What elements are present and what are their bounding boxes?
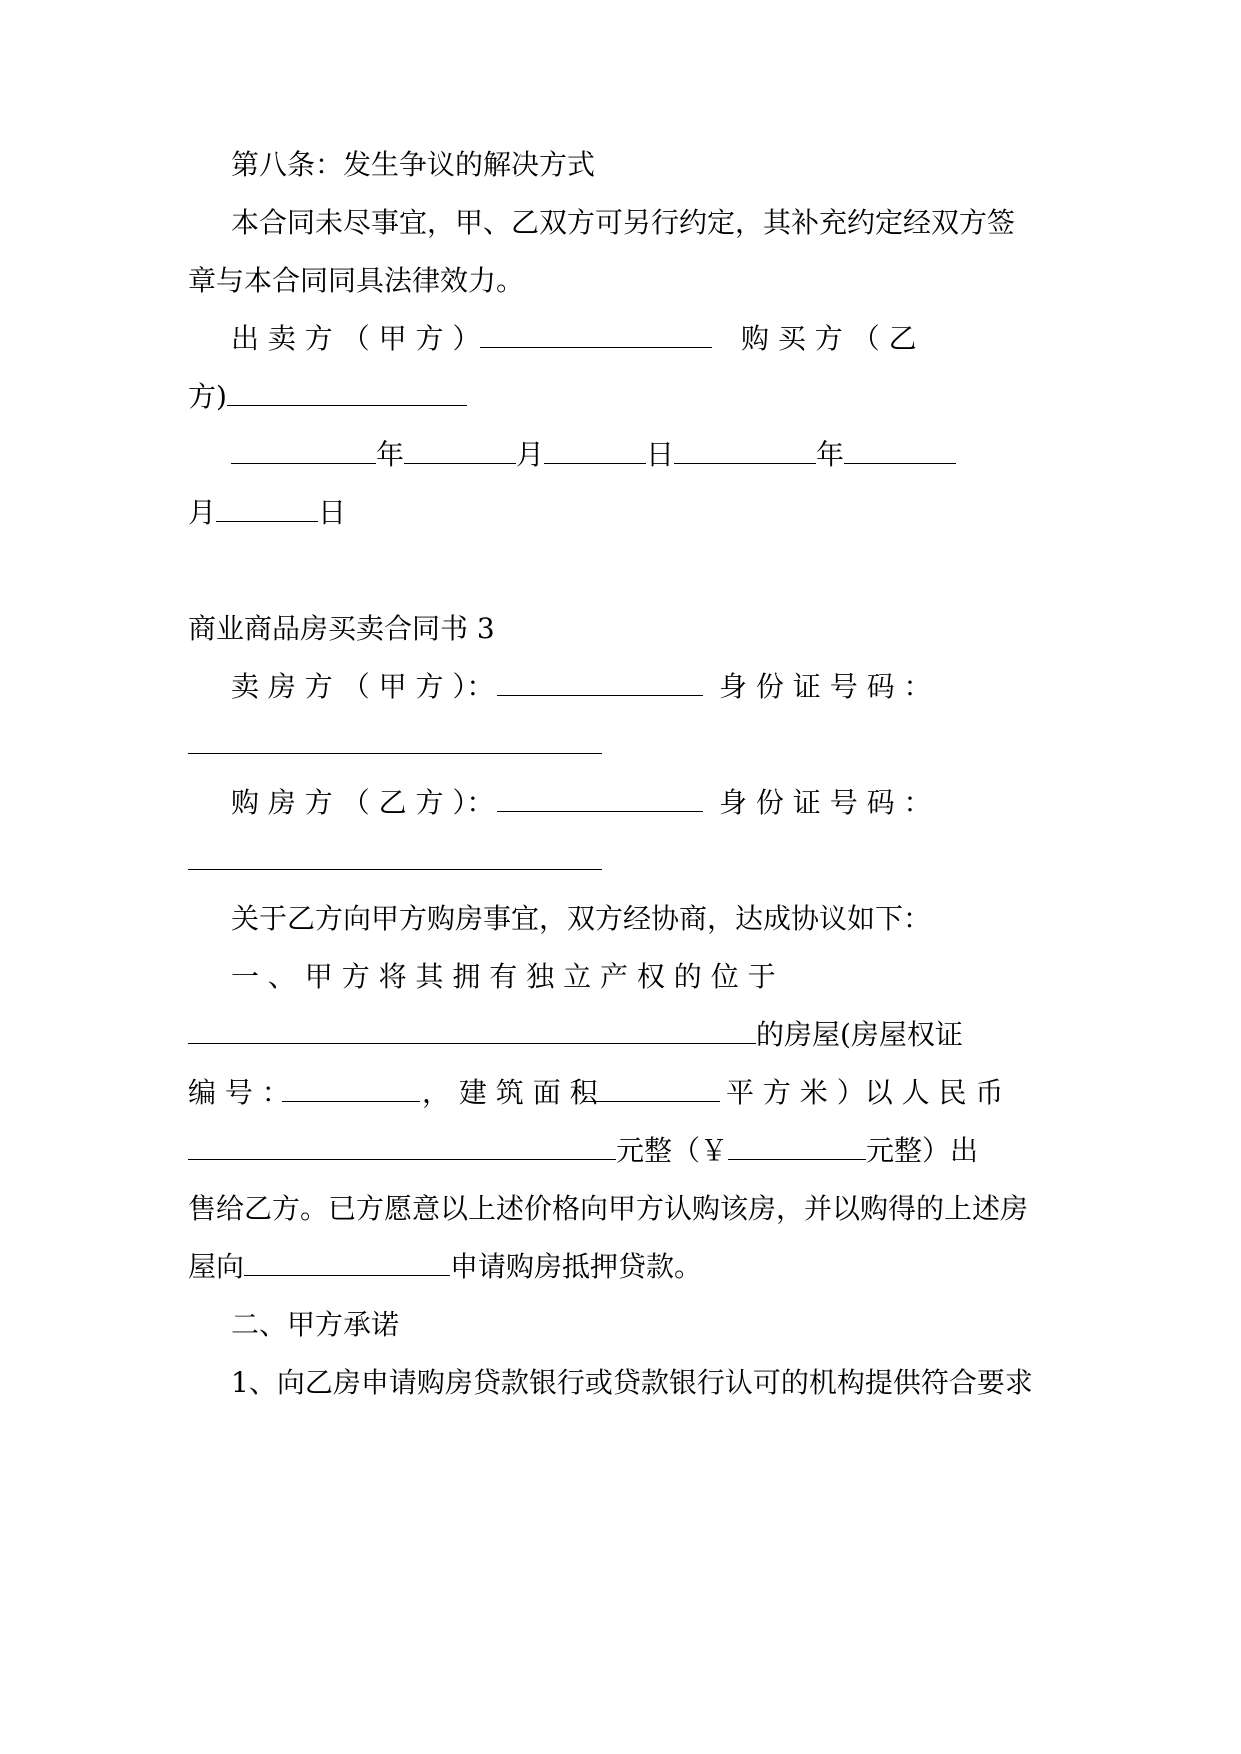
cert-number-label: 编 号 ： [188,1076,290,1109]
buyer-id-blank [188,845,602,870]
seller-id-label: 身 份 证 号 码 ： [719,670,932,703]
section-2-heading: 二、甲方承诺 [231,1308,400,1341]
seller-signature-blank [480,323,712,348]
bank-blank [244,1251,450,1276]
date-line [231,435,1058,475]
seller-id-line [188,725,1058,765]
house-to-label: 屋向 [188,1250,245,1283]
buyer-label-cont: 方) [188,380,227,413]
area-blank [582,1077,720,1102]
buyer-line [231,783,1058,823]
day-blank [544,439,646,464]
cert-number-blank [282,1077,420,1102]
day-blank-2 [216,497,318,522]
buyer-party-label: 购 房 方 （ 乙 方 ）： [231,786,495,819]
buyer-id-line [188,841,1058,881]
item-1-area-line [188,1073,1058,1113]
price-words-blank [188,1135,616,1160]
seller-label: 出 卖 方 （ 甲 方 ） [231,322,481,355]
month-blank [404,439,516,464]
price-number-blank [728,1135,866,1160]
section-2-item-1: 1、向乙房申请购房贷款银行或贷款银行认可的机构提供符合要求 [231,1366,1033,1399]
location-blank [188,1019,756,1044]
yuan-label-2: 元整）出 [866,1134,979,1167]
buyer-signature-blank [227,381,467,406]
agreement-intro: 关于乙方向甲方购房事宜，双方经协商，达成协议如下： [231,902,932,935]
paragraph-line: 售给乙方。已方愿意以上述价格向甲方认购该房，并以购得的上述房 [188,1192,1029,1225]
paragraph-line: 章与本合同同具法律效力。 [188,264,525,297]
year-blank-2 [674,439,816,464]
buyer-label: 购 买 方 （ 乙 [741,322,917,355]
seller-id-blank [188,729,602,754]
seller-buyer-line [231,319,1058,359]
month-blank-2 [844,439,956,464]
loan-label: 申请购房抵押贷款。 [450,1250,703,1283]
month-label: 月 [516,438,545,471]
loan-line [188,1247,1058,1287]
seller-name-blank [497,671,703,696]
buyer-id-label: 身 份 证 号 码 ： [719,786,932,819]
buyer-name-blank [497,787,703,812]
item-1-price-line [188,1131,1058,1171]
month-label-2: 月 [188,496,217,529]
year-label-2: 年 [816,438,845,471]
house-cert-label: 的房屋(房屋权证 [756,1018,963,1051]
year-blank [231,439,376,464]
contract-title: 商业商品房买卖合同书 3 [188,612,495,645]
buyer-line-cont [188,377,1058,417]
day-label-2: 日 [318,496,347,529]
unit-rmb-label: 平 方 米 ）以 人 民 币 [726,1076,1004,1109]
year-label: 年 [376,438,405,471]
paragraph-line: 本合同未尽事宜，甲、乙双方可另行约定，其补充约定经双方签 [231,206,1016,239]
date-line-cont [188,493,1058,533]
day-label: 日 [646,438,675,471]
item-1-line: 一 、 甲 方 将 其 拥 有 独 立 产 权 的 位 于 [231,960,776,993]
yuan-label: 元整（￥ [616,1134,729,1167]
seller-party-label: 卖 房 方 （ 甲 方 ）： [231,670,495,703]
article-8-heading: 第八条：发生争议的解决方式 [231,148,596,181]
area-label: ， 建 筑 面 积 [422,1076,598,1109]
item-1-location-line [188,1015,1058,1055]
seller-line [231,667,1058,707]
